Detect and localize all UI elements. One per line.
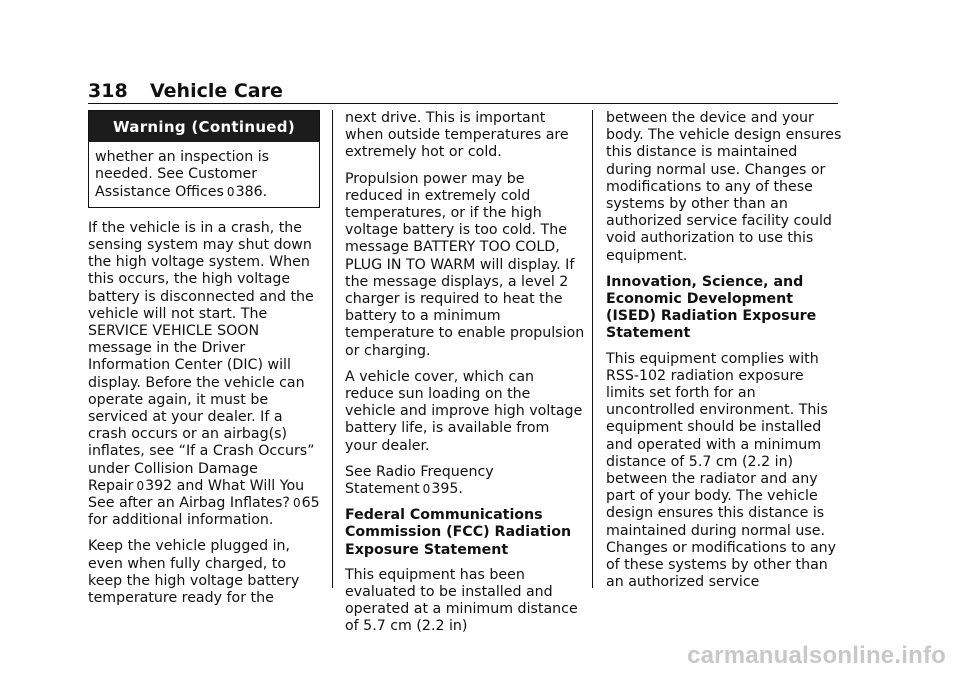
warning-text: whether an inspection is needed. See Customer Assistance Offices 0386. [95, 149, 270, 200]
header-rule [88, 103, 838, 104]
page-reference-icon: 0 [292, 496, 301, 511]
paragraph: next drive. This is important when outside temperatures are extremely hot or cold. [345, 110, 569, 161]
paragraph: Keep the vehicle plugged in, even when fully charged, to keep the high voltage battery temperature ready for the [88, 538, 300, 607]
column-2 [345, 110, 585, 645]
page-header [88, 80, 838, 104]
warning-title: Warning (Continued) [89, 111, 319, 142]
column-divider [592, 110, 593, 588]
page-reference-icon: 0 [422, 482, 431, 497]
warning-box [88, 110, 320, 208]
section-title: Vehicle Care [150, 80, 283, 102]
paragraph: This equipment complies with RSS-102 radiation exposure limits set forth for an uncontrolled environment. This equipment should be installed and operated with a minimum distance of 5.7 cm (2.2 in) between the radiator and any part of your body. The vehicle design ensures this distance is maintained during normal use. Changes or modifications to any of these systems by other than an authorized service [606, 350, 837, 591]
page-reference[interactable]: 395. [431, 481, 463, 498]
page-reference-icon: 0 [226, 184, 235, 199]
column-1 [88, 110, 320, 616]
subheading: Federal Communications Commission (FCC) Radiation Exposure Statement [345, 507, 572, 558]
column-3 [606, 110, 846, 600]
paragraph: Propulsion power may be reduced in extremely cold temperatures, or if the high voltage battery is too cold. The message BATTERY TOO COLD, PLUG IN TO WARM will display. If the message displays, a level 2 charger is required to heat the battery to a minimum temperature to enable propulsion or charging. [345, 170, 585, 359]
paragraph: A vehicle cover, which can reduce sun loading on the vehicle and improve high voltage battery life, is available from your dealer. [345, 368, 583, 454]
watermark: carmanualsonline.info [687, 642, 946, 669]
subheading: Innovation, Science, and Economic Development (ISED) Radiation Exposure Statement [606, 273, 817, 342]
page-reference[interactable]: 386. [235, 183, 268, 200]
page-number: 318 [88, 80, 128, 102]
paragraph: between the device and your body. The vehicle design ensures this distance is maintained during normal use. Changes or modifications to any of these systems by other than an authorized service facility could void authorization to use this equipment. [606, 110, 842, 264]
page-reference[interactable]: 392 and What Will You See after an Airbag Inflates? [88, 477, 305, 512]
page-reference[interactable]: 65 for additional information. [88, 495, 320, 529]
paragraph: If the vehicle is in a crash, the sensing system may shut down the high voltage system. When this occurs, the high voltage battery is disconnected and the vehicle will not start. The SERVICE VEHICLE SOON message in the Driver Information Center (DIC) will display. Before the vehicle can operate again, it must be serviced at your dealer. If a crash occurs or an airbag(s) inflates, see “If a Crash Occurs” under Collision Damage Repair 0392 and What Will You See after an Airbag Inflates? 065 for additional information. [88, 219, 320, 529]
paragraph: See Radio Frequency Statement 0395. [345, 463, 494, 498]
page-reference-icon: 0 [136, 478, 145, 493]
paragraph: This equipment has been evaluated to be installed and operated at a minimum distance of 5.7 cm (2.2 in) [345, 566, 578, 635]
column-divider [332, 110, 333, 588]
